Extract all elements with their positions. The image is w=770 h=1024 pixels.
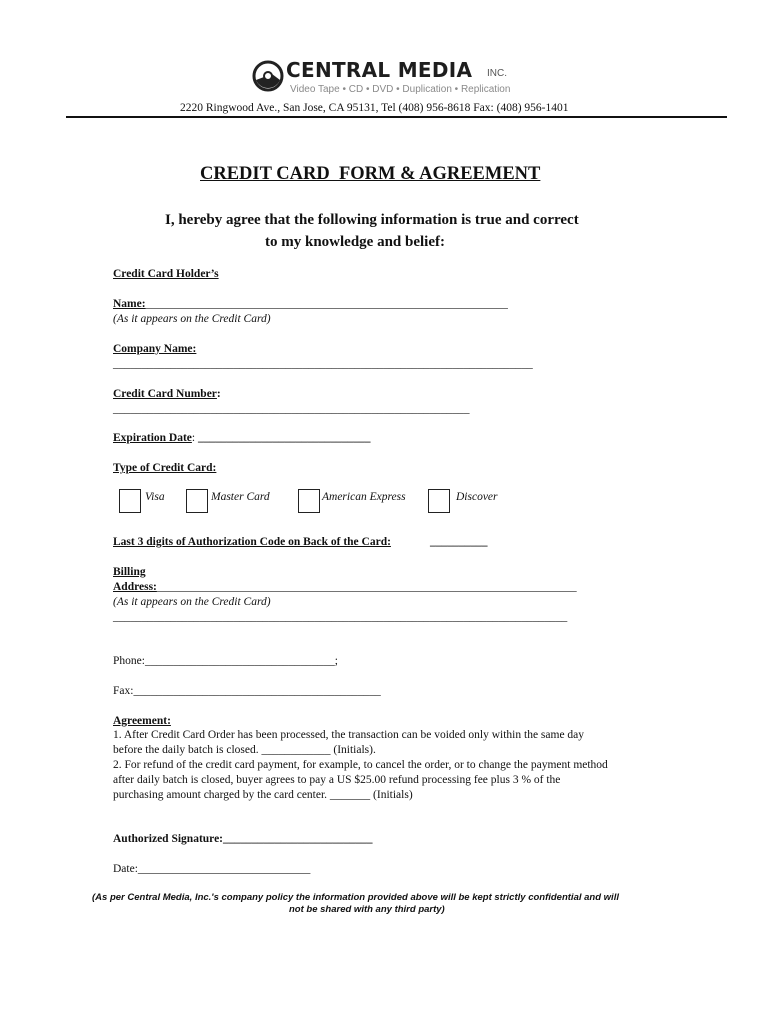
form-title: CREDIT CARD FORM & AGREEMENT bbox=[200, 164, 541, 184]
billing-hint: (As it appears on the Credit Card) bbox=[113, 596, 271, 608]
expiration-field[interactable] bbox=[113, 432, 370, 444]
card-number-colon: : bbox=[216, 388, 221, 400]
discover-checkbox[interactable] bbox=[428, 489, 450, 513]
company-field[interactable]: _________________________________________________________________________ bbox=[113, 358, 533, 370]
intro-line-1: I, hereby agree that the following information is true and correct bbox=[165, 212, 579, 228]
name-hint: (As it appears on the Credit Card) bbox=[113, 313, 271, 325]
card-number-label: Credit Card Number bbox=[113, 388, 217, 400]
company-logo bbox=[252, 60, 542, 100]
phone-field[interactable] bbox=[113, 655, 338, 667]
visa-label: Visa bbox=[145, 491, 165, 503]
card-number-field[interactable]: ______________________________________________________________ bbox=[113, 403, 470, 415]
card-number-heading bbox=[113, 388, 221, 400]
fax-blank: ___________________________________________ bbox=[133, 685, 381, 697]
card-type-label: Type of Credit Card: bbox=[113, 462, 217, 474]
name-label: Name: bbox=[113, 298, 146, 310]
logo-tagline: Video Tape • CD • DVD • Duplication • Replication bbox=[290, 84, 511, 95]
name-field[interactable] bbox=[113, 298, 508, 310]
billing-address-field[interactable] bbox=[113, 581, 577, 593]
mastercard-label: Master Card bbox=[211, 491, 270, 503]
auth-code-field[interactable]: __________ bbox=[430, 536, 488, 548]
fax-label: Fax: bbox=[113, 685, 134, 697]
phone-label: Phone: bbox=[113, 655, 145, 667]
signature-field[interactable] bbox=[113, 833, 373, 845]
phone-blank: _________________________________; bbox=[144, 655, 338, 667]
amex-label: American Express bbox=[322, 491, 406, 503]
fax-field[interactable] bbox=[113, 685, 381, 697]
date-blank: ______________________________ bbox=[137, 863, 311, 875]
holder-heading: Credit Card Holder’s bbox=[113, 268, 219, 280]
logo-name: CENTRAL MEDIA bbox=[286, 58, 473, 82]
confidentiality-note-1: (As per Central Media, Inc.'s company policy the information provided above will be kept strictly confidential and will bbox=[92, 892, 619, 903]
header-divider bbox=[66, 116, 727, 118]
logo-inc: INC. bbox=[487, 68, 507, 79]
agreement-line-2: before the daily batch is closed. ____________ (Initials). bbox=[113, 744, 376, 756]
signature-label: Authorized Signature: bbox=[113, 833, 223, 845]
amex-checkbox[interactable] bbox=[298, 489, 320, 513]
agreement-heading: Agreement: bbox=[113, 715, 171, 727]
expiration-label: Expiration Date bbox=[113, 432, 192, 444]
date-label: Date: bbox=[113, 863, 138, 875]
agreement-line-4: after daily batch is closed, buyer agrees to pay a US $25.00 refund processing fee plus 3 % of the bbox=[113, 774, 561, 786]
billing-blank: _________________________________________________________________________ bbox=[156, 581, 577, 593]
billing-label-1: Billing bbox=[113, 566, 146, 578]
mastercard-checkbox[interactable] bbox=[186, 489, 208, 513]
signature-blank: __________________________ bbox=[223, 833, 373, 845]
disc-logo-icon bbox=[252, 60, 284, 92]
auth-code-label: Last 3 digits of Authorization Code on Back of the Card: bbox=[113, 536, 391, 548]
agreement-line-1: 1. After Credit Card Order has been processed, the transaction can be voided only within the same day bbox=[113, 729, 585, 741]
discover-label: Discover bbox=[456, 491, 498, 503]
company-label: Company Name: bbox=[113, 343, 197, 355]
agreement-line-3: 2. For refund of the credit card payment, for example, to cancel the order, or to change the payment method bbox=[113, 759, 608, 771]
company-address: 2220 Ringwood Ave., San Jose, CA 95131, Tel (408) 956-8618 Fax: (408) 956-1401 bbox=[180, 102, 569, 114]
billing-address-line-2[interactable]: _______________________________________________________________________________ bbox=[113, 611, 568, 623]
date-field[interactable] bbox=[113, 863, 310, 875]
expiration-blank: ______________________________ bbox=[197, 432, 371, 444]
expiration-colon: : bbox=[191, 432, 198, 444]
name-blank: _______________________________________________________________ bbox=[145, 298, 508, 310]
confidentiality-note-2: not be shared with any third party) bbox=[289, 904, 445, 915]
intro-line-2: to my knowledge and belief: bbox=[265, 234, 445, 250]
visa-checkbox[interactable] bbox=[119, 489, 141, 513]
billing-label-2: Address: bbox=[113, 581, 157, 593]
agreement-line-5: purchasing amount charged by the card center. _______ (Initials) bbox=[113, 789, 413, 801]
